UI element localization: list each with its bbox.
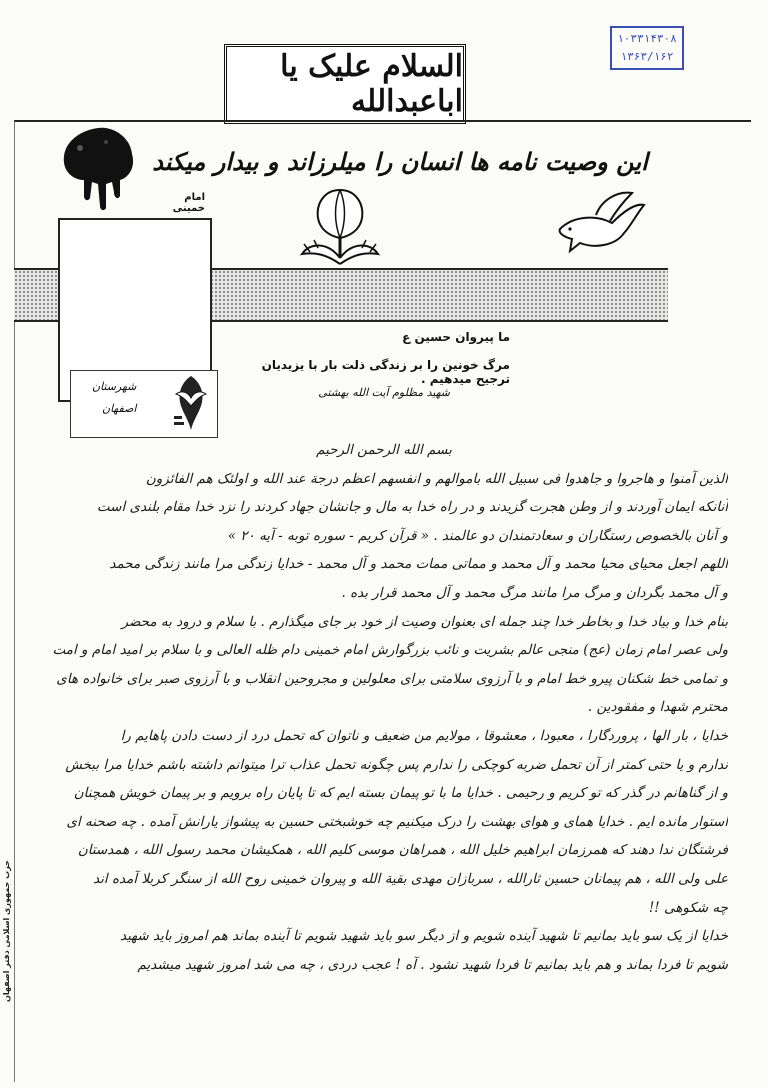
body-line: اللهم اجعل محیای محیا محمد و آل محمد و مماتی ممات محمد و آل محمد - خدایا زندگی مرا مانند زندگی محمد (109, 556, 728, 573)
body-line: بنام خدا و بیاد خدا و بخاطر خدا چند جمله ای بعنوان وصیت از خود بر جای میگذارم . با سلام و درود به محضر (121, 613, 728, 630)
ink-blot-icon (50, 118, 146, 214)
attribution: امام خمینی (172, 192, 205, 214)
body-line: ولی عصر امام زمان (عج) منجی عالم بشریت و نائب بزرگوارش امام خمینی دام ظله العالی و با سلام بر امید امام و امت (52, 642, 728, 659)
will-body-text (40, 436, 728, 979)
calligraphy-header: السلام علیک یا اباعبدالله (224, 44, 466, 124)
body-line: خدایا از یک سو باید بمانیم تا شهید آینده شویم و از دیگر سو باید شهید شویم تا آینده بماند هم امروز باید شهید (120, 928, 728, 945)
body-line: فرشتگان ندا دهند که همرزمان ابراهیم خلیل الله ، همراهان موسی کلیم الله ، همکیشان محمد رسول الله ، همدستان (77, 842, 728, 859)
body-line: چه شکوهی !! (648, 899, 728, 916)
archive-stamp (610, 26, 684, 70)
quote-line-2: مرگ خونین را بر زندگی ذلت بار با یزیدیان ترجیح میدهیم . (261, 358, 510, 386)
side-note: حزب جمهوری اسلامی دفتر اصفهان (2, 860, 11, 1002)
body-line: ندارم و یا حتی کمتر از آن تحمل ضربه کوچکی را ندارم پس چگونه تحمل عذاب ترا میتوانم داشته باشم خدایا مرا ببخش (65, 756, 728, 773)
tulip-icon (280, 182, 400, 272)
dove-icon (540, 185, 650, 265)
body-line: محترم شهدا و مفقودین . (587, 699, 728, 716)
body-line: خدایا ، بار الها ، پروردگارا ، معبودا ، معشوقا ، مولایم من ضعیف و ناتوان که تحمل درد از دست دادن پاهایم را (120, 727, 728, 744)
body-line: و آل محمد بگردان و مرگ مرا مانند مرگ محمد و آل محمد قرار بده . (341, 584, 728, 601)
body-line: استوار مانده ایم . خدایا همای و هوای بهشت را درک میکنیم چه خوشبختی حسین به پیشواز یارانش آمده . چه صحنه ای (66, 813, 728, 830)
stamp-line-1: ۱۰۳۳۱۴۳۰۸ (617, 32, 677, 45)
body-line: علی ولی الله ، هم پیمانان حسین ثارالله ، سربازان مهدی بقیة الله و پیروان خمینی روح الله از سنگر کربلا آمده اند (93, 870, 728, 887)
logo-text-isfahan: اصفهان (102, 402, 137, 415)
body-line: شویم تا فردا بماند و هم باید بمانیم تا فردا شهید نشود . آه ! عجب دردی ، چه می شد امروز شهید میشدیم (137, 956, 728, 973)
quote-line-1: ما پیروان حسین ع (402, 330, 510, 344)
logo-text-city: شهرستان (92, 380, 137, 393)
body-line: آنانکه ایمان آوردند و از وطن هجرت گزیدند و در راه خدا به مال و جانشان جهاد کردند را نزد خدا مقام بلندی است (96, 499, 728, 516)
body-line: بسم الله الرحمن الرحیم (316, 442, 452, 458)
martyrs-foundation-emblem-icon (170, 372, 212, 434)
body-line: و از گناهانم در گذر که تو کریم و رحیمی . خدایا ما با تو پیمان بسته ایم که تا پایان راه برویم و بر پیمان خویش همچنان (73, 785, 728, 802)
body-line: الذین آمنوا و هاجروا و جاهدوا فی سبیل الله باموالهم و انفسهم اعظم درجة عند الله و اولئک هم الفائزون (145, 470, 728, 487)
page-title: این وصیت نامه ها انسان را میلرزاند و بیدار میکند (152, 148, 648, 176)
body-line: و تمامی خط شکنان پیرو خط امام و با آرزوی سلامتی برای معلولین و مجروحین انقلاب و با آرزوی صبر برای خانواده های (56, 670, 728, 687)
stamp-line-2: ۱۳۶۳/۱۶۲ (620, 50, 674, 63)
quote-author: شهید مظلوم آیت الله بهشتی (318, 386, 450, 399)
body-line: و آنان بالخصوص رستگاران و سعادتمندان دو عالمند . « قرآن کریم - سوره توبه - آیه ۲۰ » (227, 527, 728, 544)
